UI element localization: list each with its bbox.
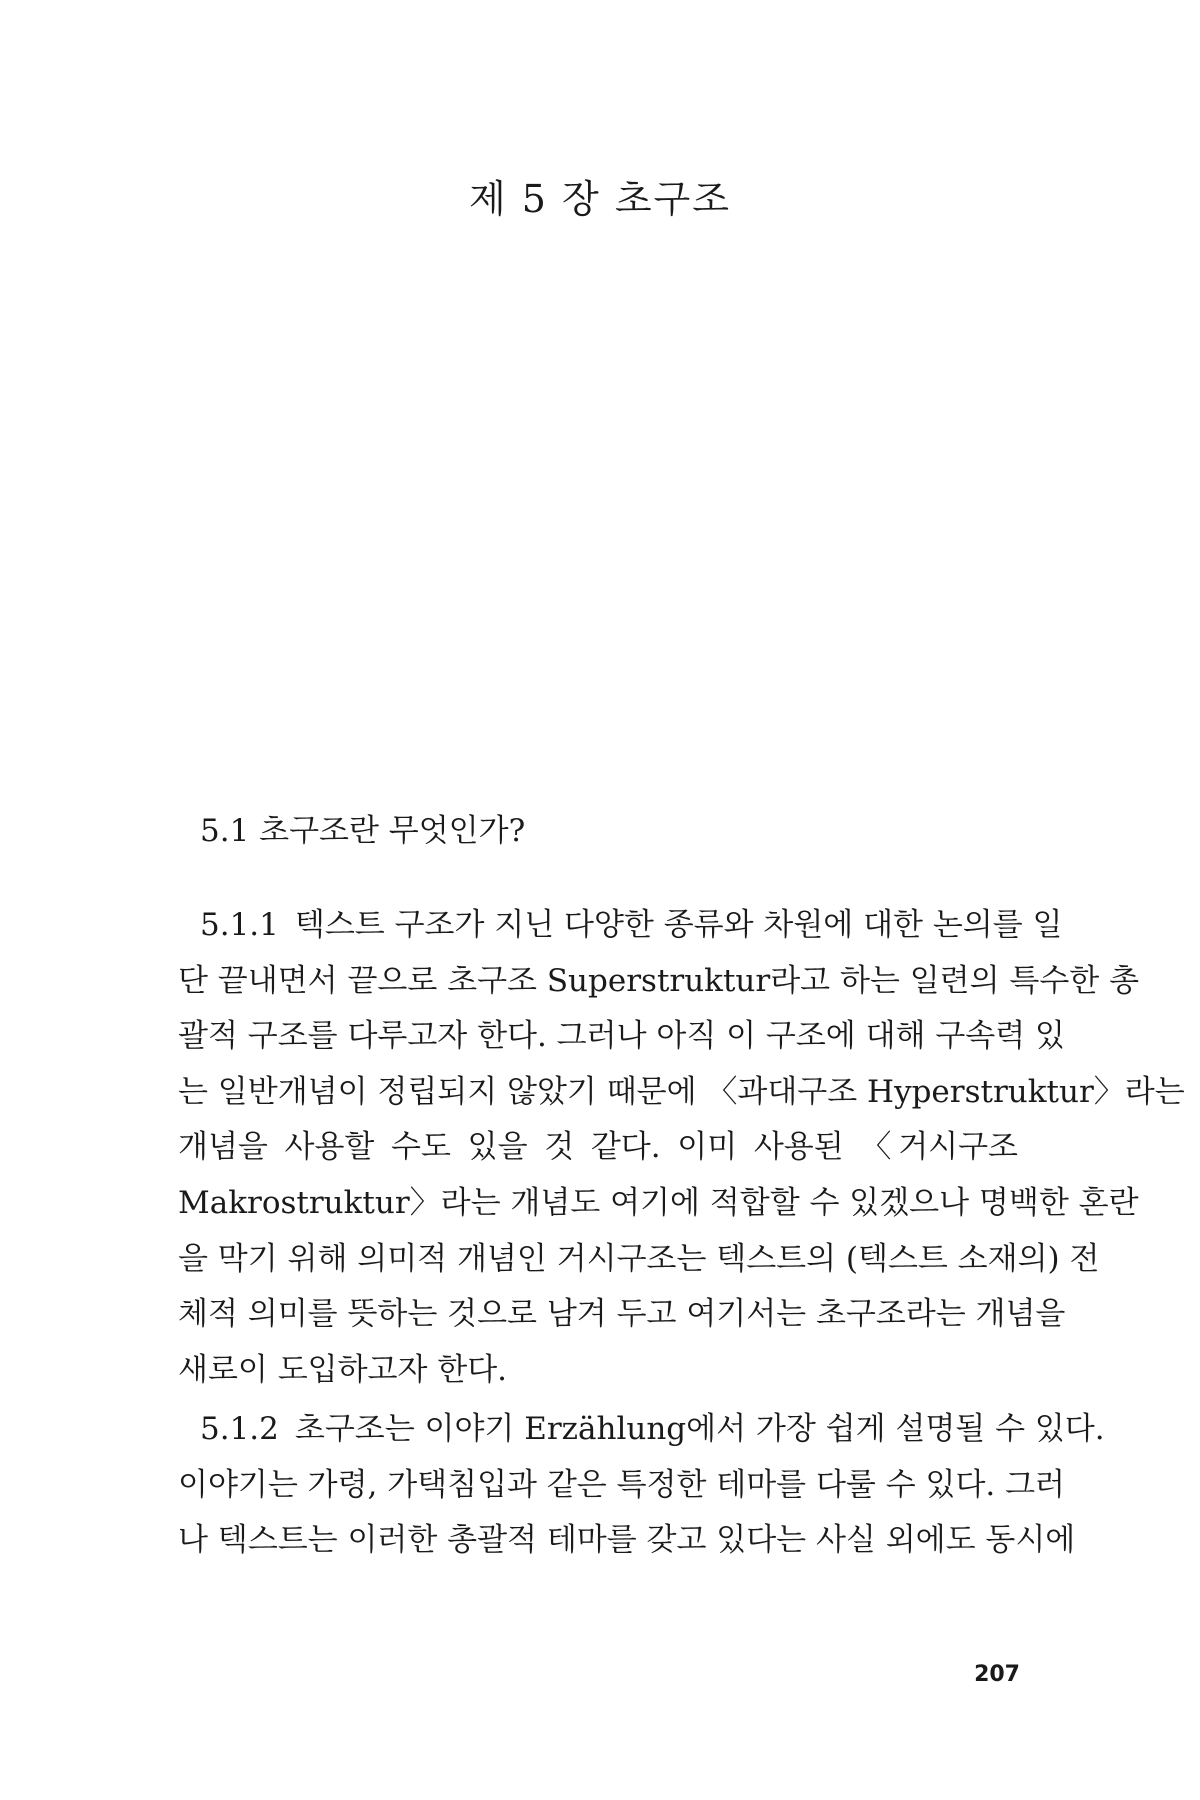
paragraph-line: 을 막기 위해 의미적 개념인 거시구조는 텍스트의 (텍스트 소재의) 전	[178, 1240, 1100, 1277]
paragraph-line: 괄적 구조를 다루고자 한다. 그러나 아직 이 구조에 대해 구속력 있	[178, 1018, 1065, 1055]
chapter-title: 제 5 장 초구조	[469, 177, 731, 221]
paragraph-line: Makrostruktur〉라는 개념도 여기에 적합할 수 있겠으나 명백한 혼란	[178, 1184, 1139, 1221]
paragraph-line-text: 초구조는 이야기 Erzählung에서 가장 쉽게 설명될 수 있다.	[294, 1411, 1105, 1447]
paragraph-line: 는 일반개념이 정립되지 않았기 때문에 〈과대구조 Hyperstruktur〉라는	[178, 1073, 1185, 1110]
paragraph-number: 5.1.1	[200, 907, 279, 943]
paragraph-line: 단 끝내면서 끝으로 초구조 Superstruktur라고 하는 일련의 특수한 총	[178, 962, 1140, 999]
page-number: 207	[974, 1662, 1020, 1687]
paragraph-5-1-1	[178, 898, 1185, 1398]
paragraph-line: 이야기는 가령, 가택침입과 같은 특정한 테마를 다룰 수 있다. 그러	[178, 1466, 1065, 1503]
paragraph-line	[178, 898, 1063, 954]
paragraph-line: 체적 의미를 뜻하는 것으로 남겨 두고 여기서는 초구조라는 개념을	[178, 1296, 1066, 1333]
paragraph-line: 새로이 도입하고자 한다.	[178, 1351, 508, 1388]
paragraph-line: 나 텍스트는 이러한 총괄적 테마를 갖고 있다는 사실 외에도 동시에	[178, 1522, 1076, 1559]
paragraph-number: 5.1.2	[200, 1411, 279, 1447]
paragraph-5-1-2	[178, 1402, 1105, 1569]
paragraph-line: 개념을 사용할 수도 있을 것 같다. 이미 사용된 〈거시구조	[178, 1129, 1018, 1166]
section-heading: 5.1 초구조란 무엇인가?	[200, 813, 526, 849]
paragraph-line-text: 텍스트 구조가 지닌 다양한 종류와 차원에 대한 논의를 일	[294, 907, 1063, 943]
paragraph-line	[178, 1402, 1105, 1458]
